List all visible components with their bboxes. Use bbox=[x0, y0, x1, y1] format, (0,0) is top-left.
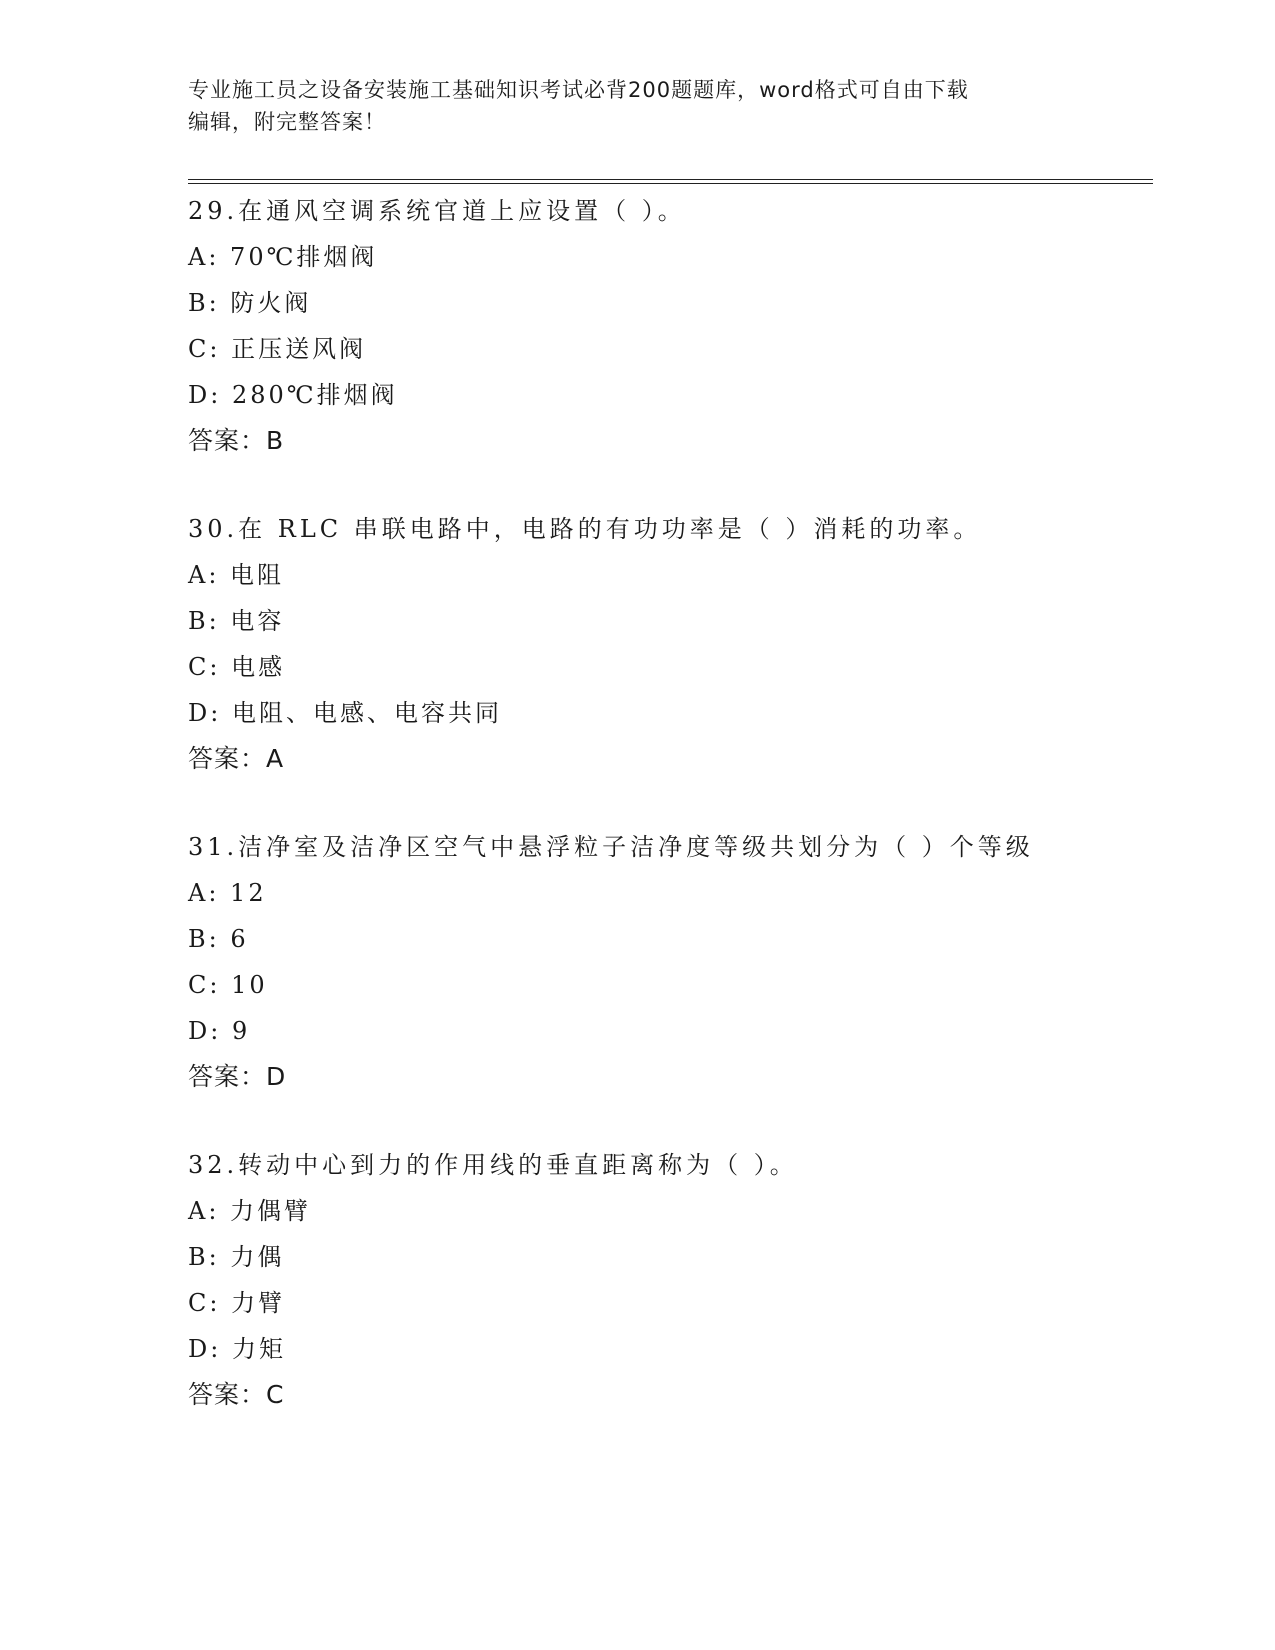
question-list bbox=[188, 188, 1148, 1460]
question-31 bbox=[188, 824, 1148, 1100]
option-c: C: 力臂 bbox=[188, 1289, 286, 1317]
answer-line: 答案：D bbox=[188, 1062, 287, 1091]
question-stem: 29.在通风空调系统官道上应设置（ ）。 bbox=[188, 197, 686, 225]
question-stem: 32.转动中心到力的作用线的垂直距离称为（ ）。 bbox=[188, 1151, 798, 1179]
header-divider-top bbox=[188, 179, 1153, 180]
question-stem: 30.在 RLC 串联电路中，电路的有功功率是（ ）消耗的功率。 bbox=[188, 515, 982, 543]
question-stem: 31.洁净室及洁净区空气中悬浮粒子洁净度等级共划分为（ ）个等级 bbox=[188, 833, 1034, 861]
option-a: A: 70℃排烟阀 bbox=[188, 243, 378, 271]
option-b: B: 防火阀 bbox=[188, 289, 312, 317]
header-divider-bottom bbox=[188, 183, 1153, 184]
header-line-2: 编辑，附完整答案！ bbox=[188, 110, 386, 134]
option-a: A: 电阻 bbox=[188, 561, 285, 589]
option-c: C: 正压送风阀 bbox=[188, 335, 367, 363]
option-d: D: 9 bbox=[188, 1017, 251, 1045]
option-d: D: 280℃排烟阀 bbox=[188, 381, 398, 409]
question-32 bbox=[188, 1142, 1148, 1418]
option-b: B: 电容 bbox=[188, 607, 285, 635]
option-b: B: 6 bbox=[188, 925, 249, 953]
option-a: A: 力偶臂 bbox=[188, 1197, 312, 1225]
option-c: C: 10 bbox=[188, 971, 268, 999]
answer-line: 答案：B bbox=[188, 426, 285, 455]
question-30 bbox=[188, 506, 1148, 782]
answer-line: 答案：C bbox=[188, 1380, 285, 1409]
option-a: A: 12 bbox=[188, 879, 267, 907]
option-d: D: 电阻、电感、电容共同 bbox=[188, 699, 502, 727]
document-header bbox=[188, 74, 1088, 138]
header-line-1: 专业施工员之设备安装施工基础知识考试必背200题题库，word格式可自由下载 bbox=[188, 78, 969, 102]
answer-line: 答案：A bbox=[188, 744, 285, 773]
option-d: D: 力矩 bbox=[188, 1335, 286, 1363]
option-c: C: 电感 bbox=[188, 653, 286, 681]
option-b: B: 力偶 bbox=[188, 1243, 285, 1271]
question-29 bbox=[188, 188, 1148, 464]
